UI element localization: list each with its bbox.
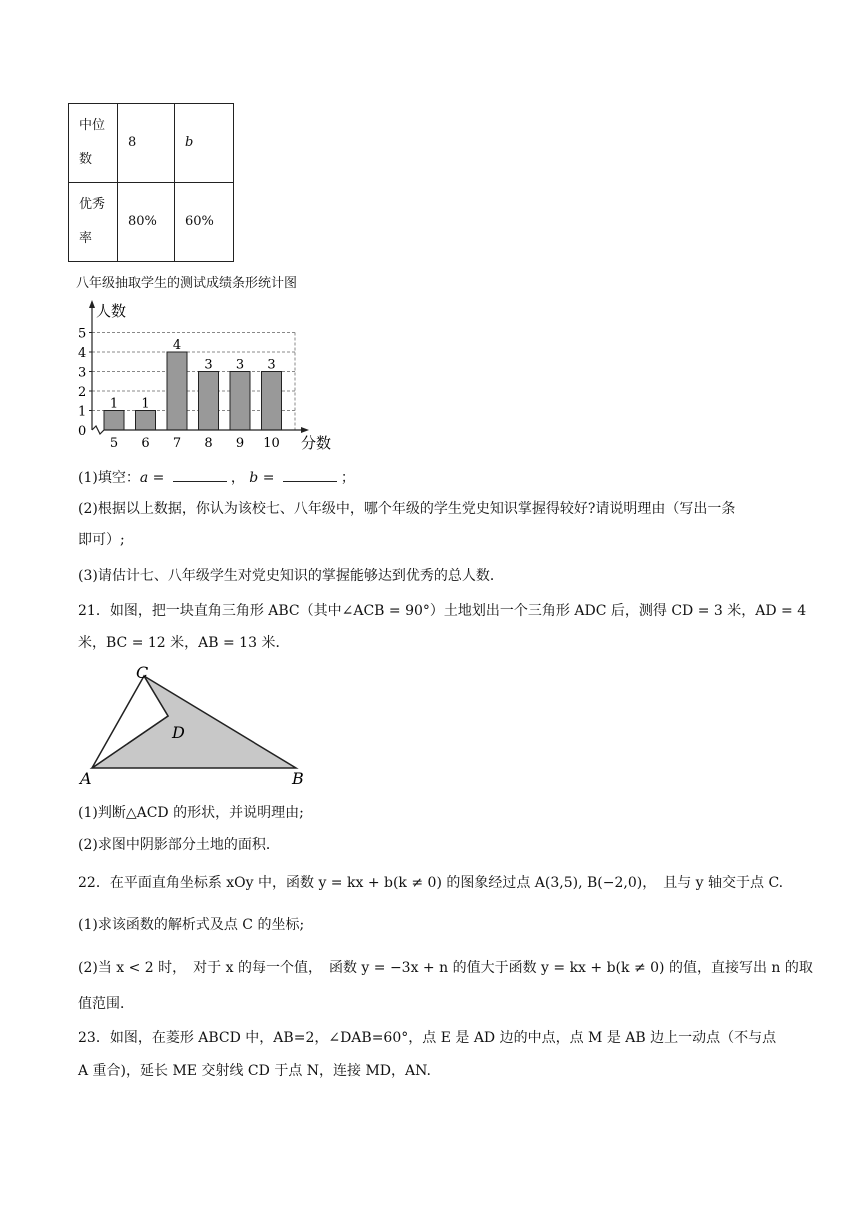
chart-title: 八年级抽取学生的测试成绩条形统计图 [76,276,298,291]
answer-blank-a[interactable] [173,469,227,482]
answer-blank-b[interactable] [283,469,337,482]
q21-part1: (1)判断△ACD 的形状，并说明理由; [78,805,304,821]
cell-rate-eighth: 60% [175,183,234,262]
label-d: D [172,723,185,742]
x-tick-label: 5 [109,436,119,451]
y-tick-label: 3 [78,365,87,381]
table-row [69,104,234,183]
bar [167,352,187,430]
q22-part2-line2: 值范围． [78,996,134,1012]
x-tick-label: 9 [235,436,245,451]
y-tick-label: 2 [78,385,87,400]
q21-line2: 米，BC = 12 米，AB = 13 米． [78,635,290,651]
q23-line2: A 重合)，延长 ME 交射线 CD 于点 N，连接 MD，AN. [78,1063,431,1079]
y-tick-label: 0 [78,424,87,439]
stats-table [68,103,234,262]
label-c: C [136,663,149,682]
bar-value-label: 4 [172,338,182,353]
cell-rate-seventh: 80% [118,183,175,262]
x-axis-arrow [301,427,309,433]
bar [104,411,124,431]
y-tick-label: 1 [78,404,87,420]
y-tick-label: 5 [78,326,87,342]
y-tick-label: 4 [78,346,87,361]
q20-part3: (3)请估计七、八年级学生对党史知识的掌握能够达到优秀的总人数． [78,568,504,584]
bar-value-label: 3 [204,357,213,373]
bar-value-label: 1 [141,396,150,412]
q21-line1: 21．如图，把一块直角三角形 ABC（其中∠ACB = 90°）土地划出一个三角形 ADC 后，测得 CD = 3 米，AD = 4 [78,603,807,619]
x-axis-title: 分数 [301,434,332,452]
x-tick-label: 10 [263,436,280,451]
row-label-median: 中位数 [69,104,118,183]
bar-value-label: 1 [109,396,119,412]
q22-line1: 22．在平面直角坐标系 xOy 中，函数 y = kx + b(k ≠ 0) 的图象经过点 A(3,5), B(−2,0)， 且与 y 轴交于点 C. [78,875,784,891]
x-tick-label: 7 [172,436,182,451]
label-a: A [80,769,92,788]
q21-part2: (2)求图中阴影部分土地的面积． [78,837,280,853]
q20-part2-line1: (2)根据以上数据，你认为该校七、八年级中，哪个年级的学生党史知识掌握得较好?请说明理由（写出一条 [78,501,736,517]
table-row [69,183,234,262]
row-label-excellent-rate: 优秀率 [69,183,118,262]
bar-value-label: 3 [235,357,245,373]
triangle-figure [70,660,330,790]
bar [262,372,282,431]
cell-median-seventh: 8 [118,104,175,183]
q20-part1: (1)填空：a = ， b = ； [78,470,355,486]
q20-part2-line2: 即可）; [78,532,125,548]
bar [230,372,250,431]
q23-line1: 23．如图，在菱形 ABCD 中，AB=2，∠DAB=60°，点 E 是 AD 边的中点，点 M 是 AB 边上一动点（不与点 [78,1030,777,1046]
bar-chart [66,296,336,452]
bar [199,372,219,431]
y-axis-arrow [89,300,95,308]
cell-median-eighth: b [175,104,234,183]
x-tick-label: 6 [141,436,150,451]
q22-part2-line1: (2)当 x < 2 时， 对于 x 的每一个值， 函数 y = −3x + n 的值大于函数 y = kx + b(k ≠ 0) 的值，直接写出 n 的取 [78,960,813,976]
q22-part1: (1)求该函数的解析式及点 C 的坐标; [78,917,305,933]
label-b: B [292,769,304,788]
x-tick-label: 8 [204,436,213,451]
y-axis-title: 人数 [96,302,127,320]
bar-value-label: 3 [267,357,276,373]
bar [136,411,156,431]
